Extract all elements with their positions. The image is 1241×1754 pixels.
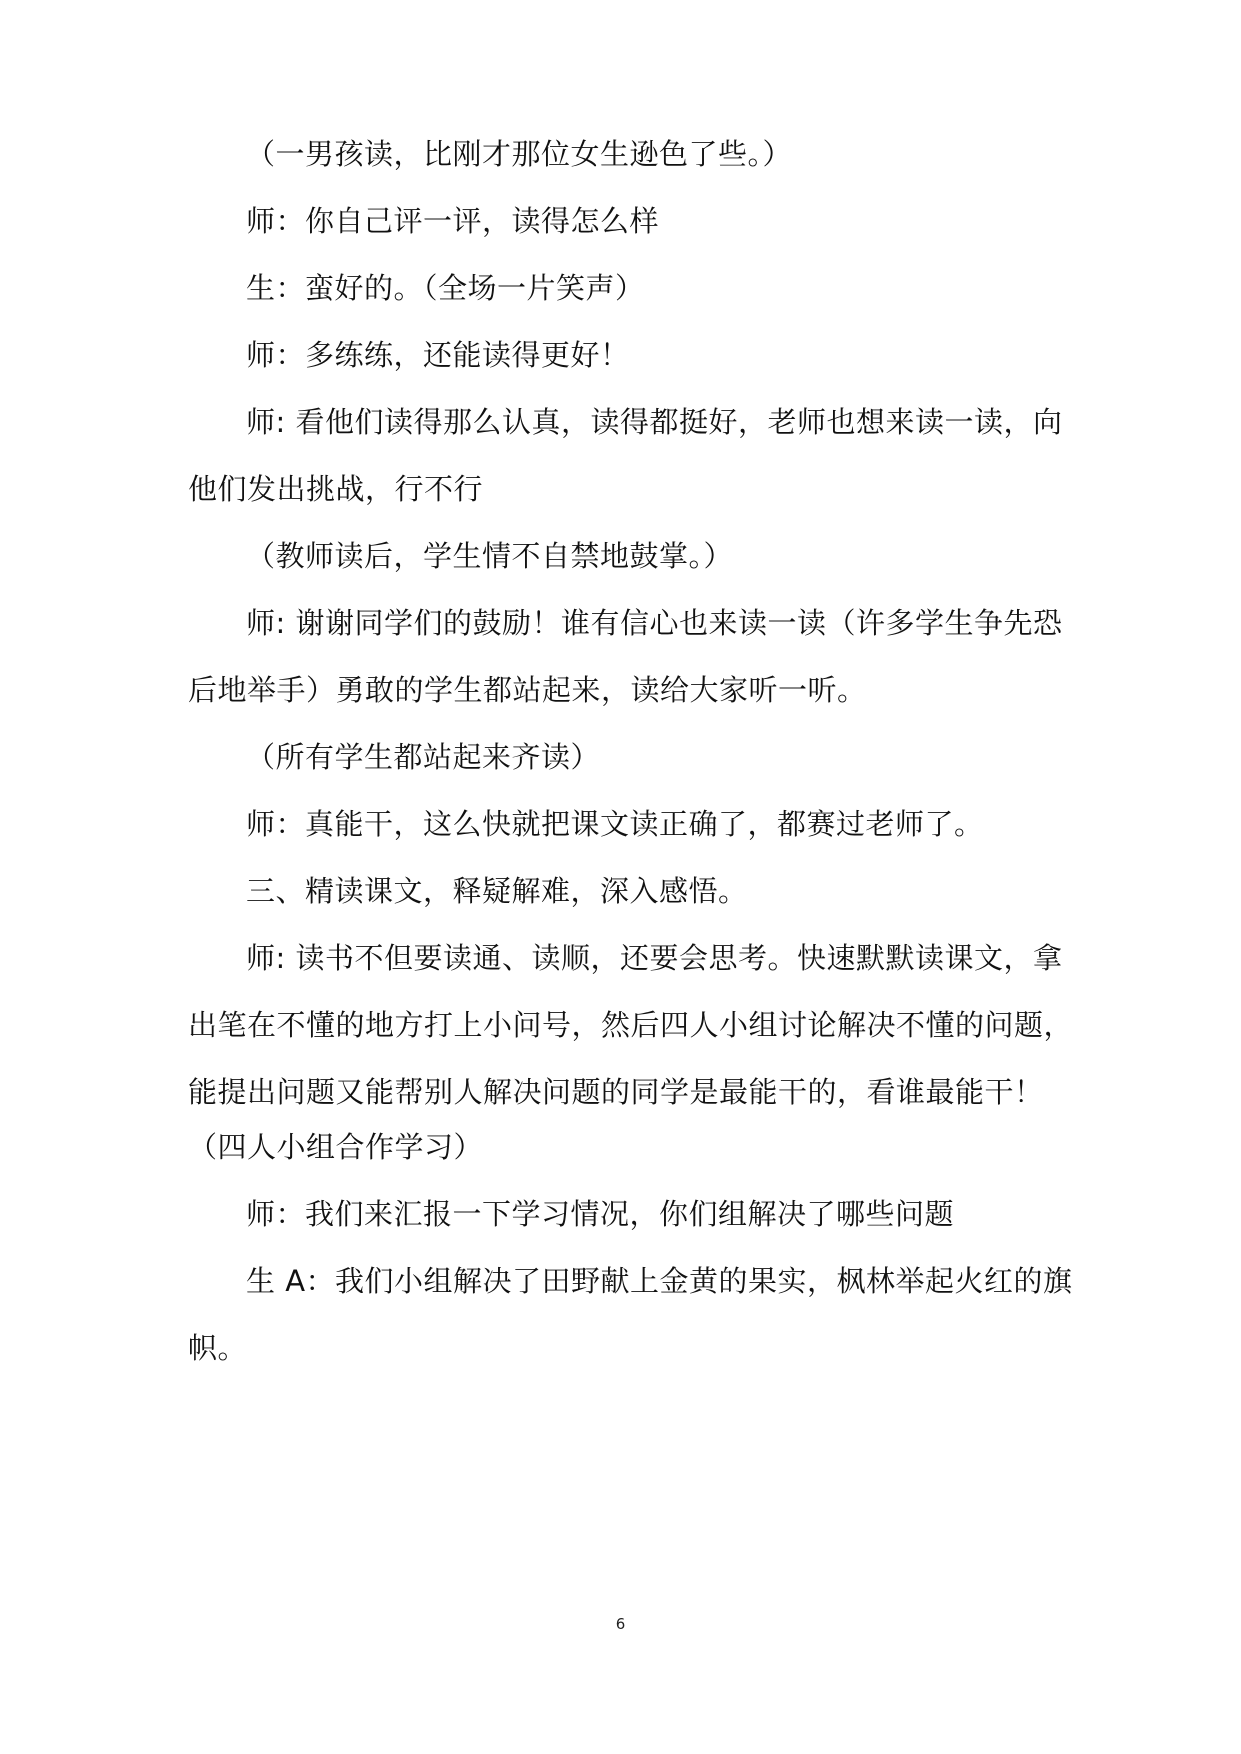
paragraph-line: 师: 谢谢同学们的鼓励！谁有信心也来读一读（许多学生争先恐 — [246, 606, 1063, 640]
paragraph-line: 师：多练练，还能读得更好！ — [246, 338, 630, 372]
paragraph-line: 师: 看他们读得那么认真，读得都挺好，老师也想来读一读，向 — [246, 405, 1063, 439]
page-number: 6 — [615, 1615, 626, 1633]
paragraph-line: （所有学生都站起来齐读） — [246, 740, 601, 774]
paragraph-line: 能提出问题又能帮别人解决问题的同学是最能干的，看谁最能干！ — [188, 1075, 1044, 1109]
paragraph-line: （一男孩读，比刚才那位女生逊色了些。） — [246, 137, 793, 171]
paragraph-line: 生 A：我们小组解决了田野献上金黄的果实，枫林举起火红的旗 — [246, 1264, 1073, 1298]
paragraph-line: （四人小组合作学习） — [188, 1130, 484, 1164]
paragraph-line: 生：蛮好的。（全场一片笑声） — [246, 271, 645, 305]
section-heading: 三、精读课文，释疑解难，深入感悟。 — [246, 874, 748, 908]
paragraph-line: 他们发出挑战，行不行 — [188, 472, 484, 506]
paragraph-line: 师: 读书不但要读通、读顺，还要会思考。快速默默读课文，拿 — [246, 941, 1063, 975]
paragraph-line: 师：你自己评一评，读得怎么样 — [246, 204, 660, 238]
paragraph-line: 出笔在不懂的地方打上小问号，然后四人小组讨论解决不懂的问题， — [188, 1008, 1074, 1042]
paragraph-line: （教师读后，学生情不自禁地鼓掌。） — [246, 539, 734, 573]
paragraph-line: 师：我们来汇报一下学习情况，你们组解决了哪些问题 — [246, 1197, 955, 1231]
paragraph-line: 师：真能干，这么快就把课文读正确了，都赛过老师了。 — [246, 807, 984, 841]
paragraph-line: 帜。 — [188, 1331, 248, 1365]
paragraph-line: 后地举手）勇敢的学生都站起来，读给大家听一听。 — [188, 673, 867, 707]
